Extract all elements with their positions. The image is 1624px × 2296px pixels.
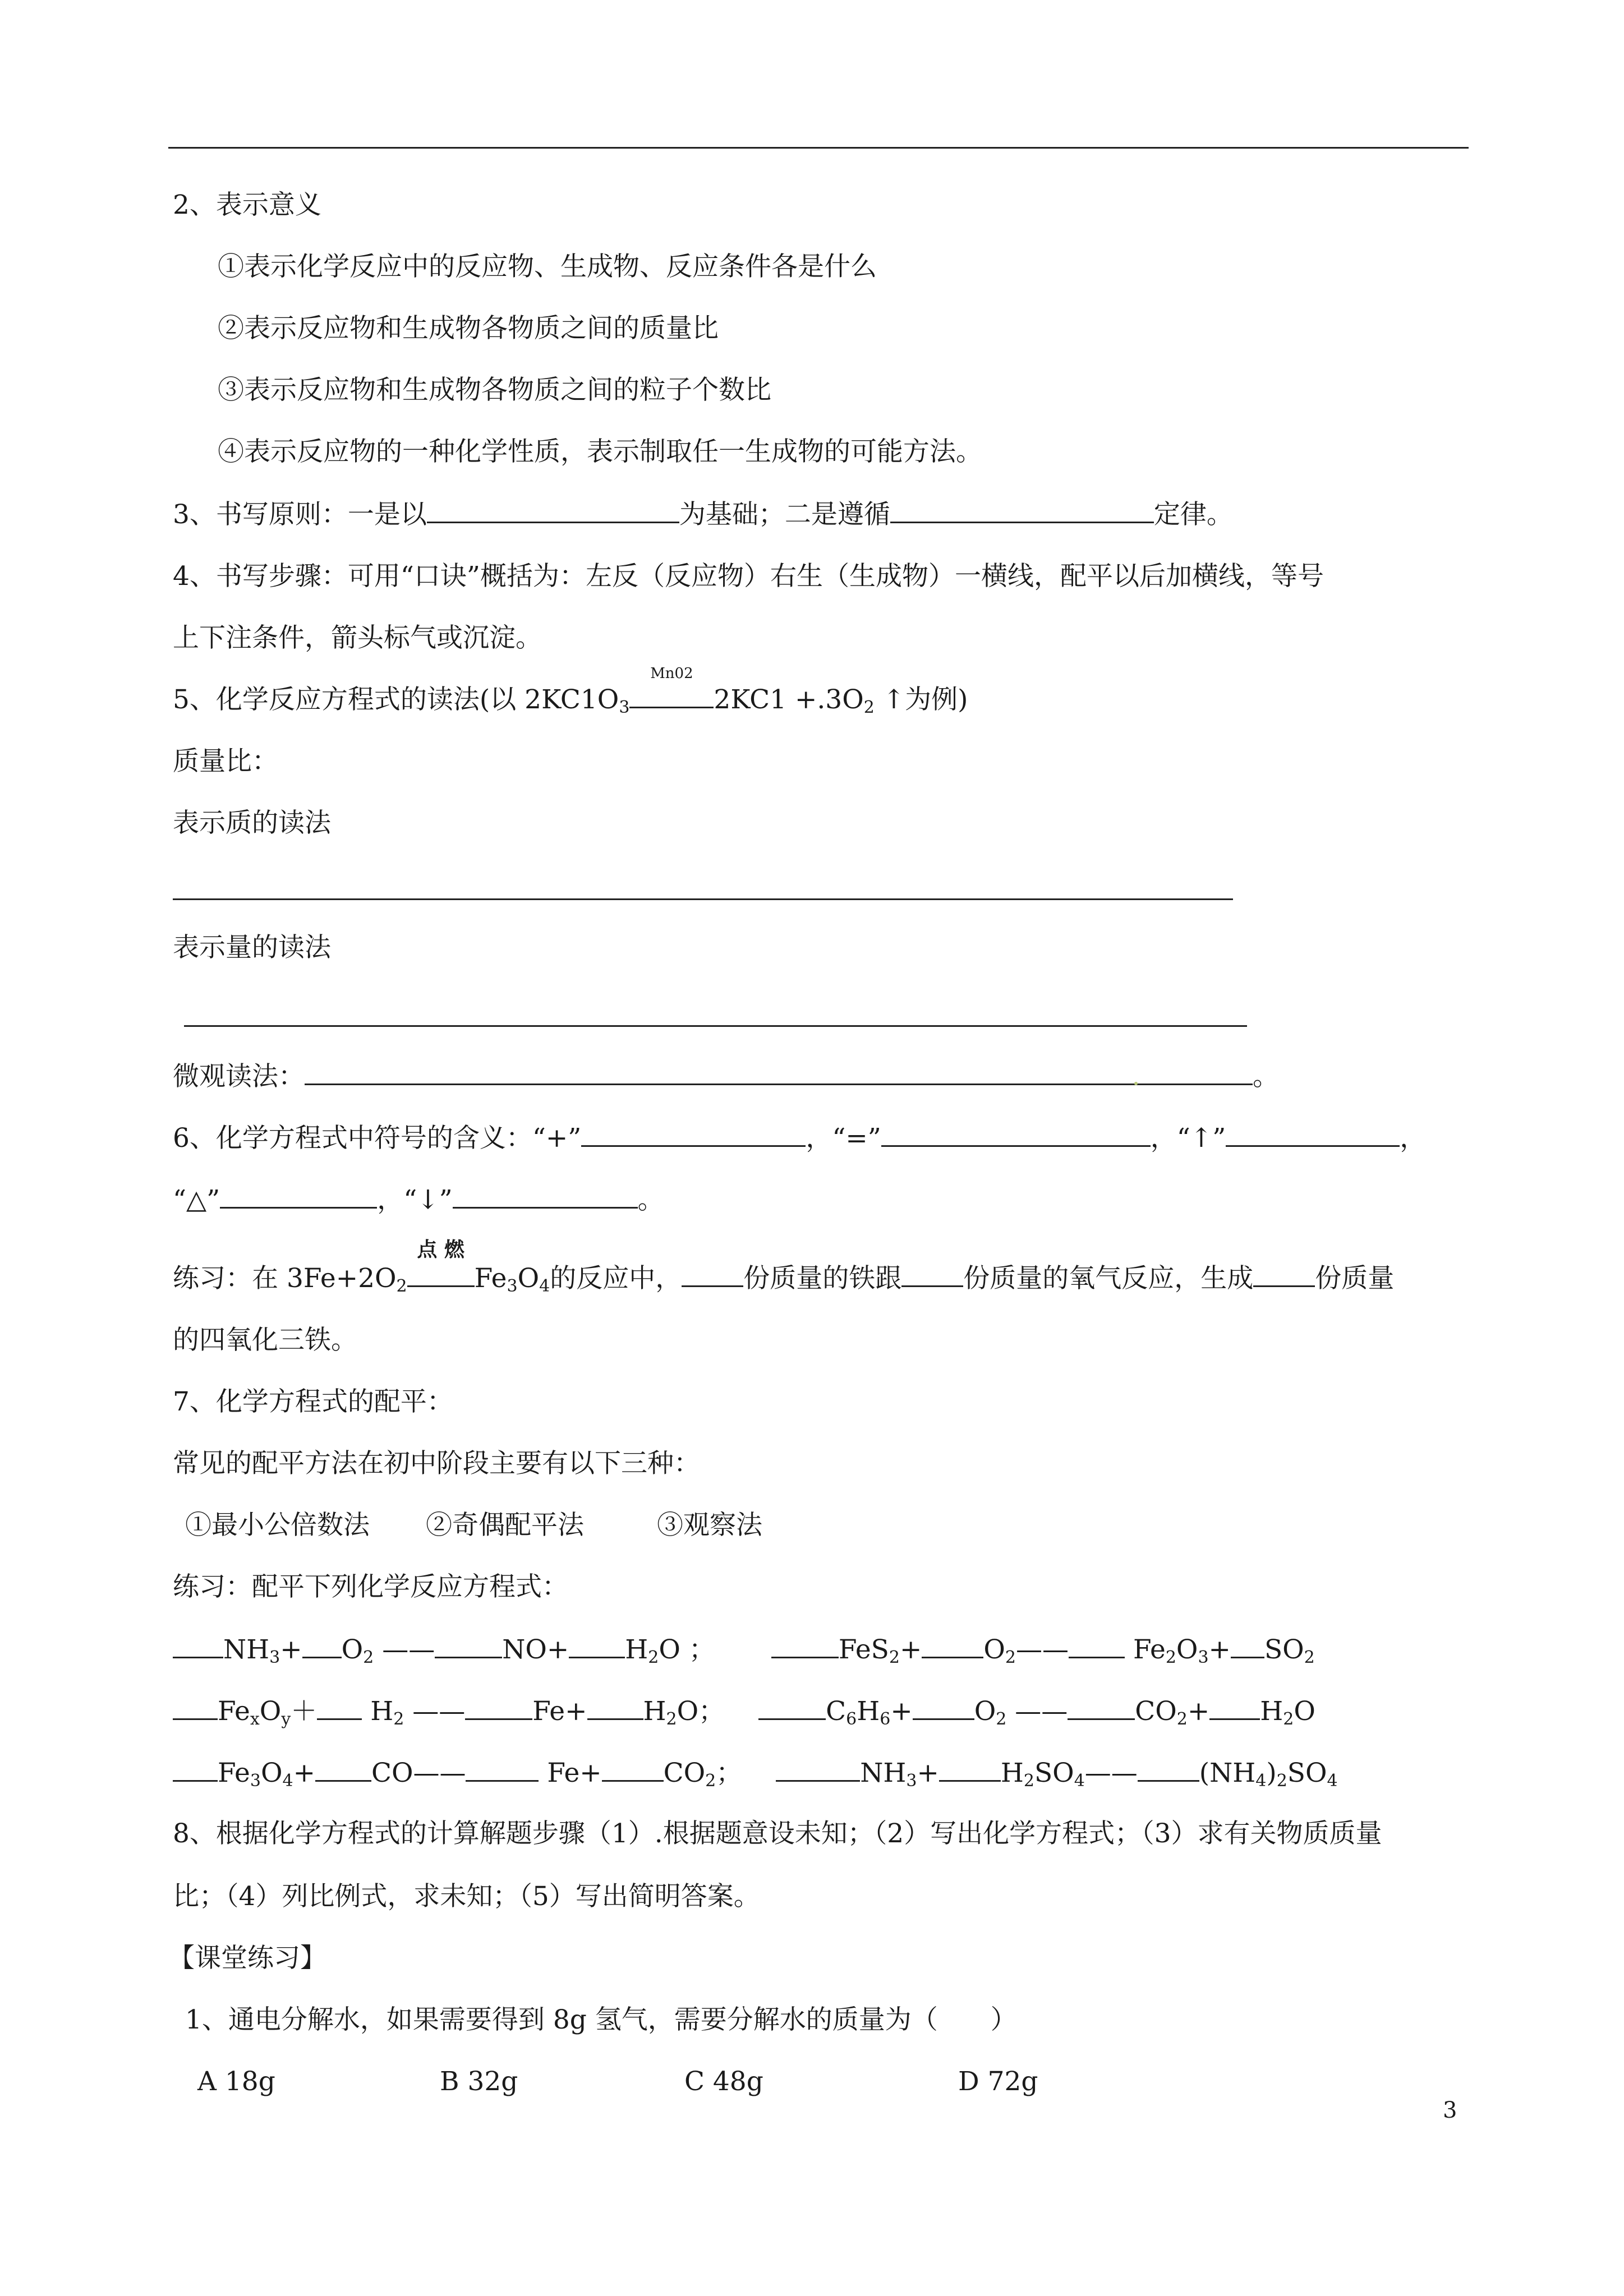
equation-row-1 <box>173 1632 1315 1667</box>
method-odd-even: ②奇偶配平法 <box>426 1510 584 1541</box>
blank-heat[interactable] <box>220 1182 377 1209</box>
blank-coef[interactable] <box>173 1755 218 1782</box>
balancing-intro: 常见的配平方法在初中阶段主要有以下三种： <box>173 1448 700 1479</box>
subscript: 6 <box>846 1709 857 1729</box>
formula-part: H <box>857 1696 880 1727</box>
equation-reactants: 练习：在 3Fe+2O <box>173 1263 397 1294</box>
formula-part: SO <box>1034 1758 1074 1788</box>
subscript: 2 <box>863 698 875 717</box>
option-a[interactable]: A 18g <box>197 2066 275 2097</box>
subscript: 2 <box>1304 1648 1315 1667</box>
blank-oxygen-mass[interactable] <box>901 1261 963 1287</box>
formula-part: NO+ <box>502 1634 569 1665</box>
blank-coef[interactable] <box>317 1694 362 1720</box>
blank-basis[interactable] <box>427 497 679 523</box>
option-d[interactable]: D 72g <box>958 2066 1038 2097</box>
section-8-line-1: 8、根据化学方程式的计算解题步骤（1）.根据题意设未知；（2）写出化学方程式；（3）求有关物质质量 <box>173 1818 1382 1849</box>
formula-part: NH <box>860 1758 907 1788</box>
blank-coef[interactable] <box>1209 1694 1260 1720</box>
period: 。 <box>1253 1061 1279 1092</box>
formula-part: CO—— <box>371 1758 466 1788</box>
formula-part: C <box>826 1696 846 1727</box>
equation-suffix: ↑为例) <box>874 684 968 715</box>
practice-question-1: 1、通电分解水，如果需要得到 8g 氢气，需要分解水的质量为（ ） <box>185 2004 1017 2035</box>
formula-part: H <box>1260 1696 1283 1727</box>
blank-coef[interactable] <box>173 1694 218 1720</box>
meaning-item-2: ②表示反应物和生成物各物质之间的质量比 <box>218 313 719 344</box>
formula-part: O <box>259 1696 282 1727</box>
section-4-line-1: 4、书写步骤：可用“口诀”概括为：左反（反应物）右生（生成物）一横线，配平以后加横线，等号 <box>173 561 1324 592</box>
blank-coef[interactable] <box>922 1632 983 1658</box>
subscript: 4 <box>282 1771 293 1791</box>
subscript: 2 <box>396 1276 407 1296</box>
blank-coef[interactable] <box>771 1632 839 1658</box>
page-number: 3 <box>1443 2097 1457 2123</box>
formula-part: Fe <box>218 1758 250 1788</box>
equation-prefix: 5、化学反应方程式的读法(以 2KC1O <box>173 684 619 715</box>
subscript: 2 <box>1005 1648 1016 1667</box>
principle-text-a: 3、书写原则：一是以 <box>173 499 427 530</box>
blank-micro-reading[interactable] <box>305 1059 1253 1085</box>
symbol-plus-text: 6、化学方程式中符号的含义：“+” <box>173 1123 582 1154</box>
mass-ratio-label: 质量比： <box>173 746 278 777</box>
subscript: 3 <box>507 1276 518 1296</box>
principle-text-c: 定律。 <box>1153 499 1233 530</box>
subscript: 4 <box>1327 1771 1338 1791</box>
blank-coef[interactable] <box>602 1755 664 1782</box>
meaning-item-4: ④表示反应物的一种化学性质，表示制取任一生成物的可能方法。 <box>218 436 982 467</box>
blank-coef[interactable] <box>939 1755 1001 1782</box>
product-o: O <box>517 1263 540 1294</box>
subscript: 3 <box>250 1771 261 1791</box>
formula-part: H <box>625 1634 648 1665</box>
subscript: 2 <box>889 1648 900 1667</box>
section-5-title <box>173 665 968 717</box>
blank-coef[interactable] <box>569 1632 625 1658</box>
formula-part: + <box>890 1696 913 1727</box>
exercise-text-g: 份质量 <box>1315 1263 1395 1294</box>
formula-part: NH <box>223 1634 270 1665</box>
ignition-arrow <box>407 1238 475 1295</box>
blank-coef[interactable] <box>435 1632 502 1658</box>
formula-part: H <box>643 1696 666 1727</box>
subscript: 4 <box>1255 1771 1267 1791</box>
practice-options <box>197 2065 1038 2099</box>
subscript: 2 <box>1165 1648 1176 1667</box>
blank-coef[interactable] <box>173 1632 223 1658</box>
exercise-text-d: 的反应中， <box>550 1263 682 1294</box>
comma: ， <box>1400 1123 1427 1154</box>
subscript: 2 <box>1276 1771 1287 1791</box>
subscript: 2 <box>996 1709 1007 1729</box>
formula-part: O <box>974 1696 996 1727</box>
equation-products: 2KC1 +.3O <box>714 684 864 715</box>
balancing-exercise-label: 练习：配平下列化学反应方程式： <box>173 1571 568 1602</box>
option-c[interactable]: C 48g <box>684 2066 763 2097</box>
subscript: 2 <box>1176 1709 1188 1729</box>
equation-row-2 <box>173 1694 1315 1728</box>
subscript: 2 <box>705 1771 716 1791</box>
formula-part: + <box>1208 1634 1231 1665</box>
blank-coef[interactable] <box>465 1694 532 1720</box>
blank-coef[interactable] <box>302 1632 342 1658</box>
exercise-text-f: 份质量的氧气反应，生成 <box>963 1263 1254 1294</box>
quality-reading-label: 表示质的读法 <box>173 808 331 838</box>
micro-reading-row <box>173 1059 1279 1094</box>
product-fe: Fe <box>474 1263 507 1294</box>
formula-part: (NH <box>1199 1758 1256 1788</box>
blank-coef[interactable] <box>1138 1755 1199 1782</box>
symbol-equals-text: ，“=” <box>806 1123 881 1154</box>
section-7-title: 7、化学方程式的配平： <box>173 1386 453 1417</box>
exercise-text-e: 份质量的铁跟 <box>743 1263 902 1294</box>
formula-part: FeS <box>838 1634 889 1665</box>
formula-part: ) <box>1266 1758 1277 1788</box>
formula-part: O <box>1294 1696 1315 1727</box>
section-4-line-2: 上下注条件，箭头标气或沉淀。 <box>173 623 542 653</box>
method-observation: ③观察法 <box>657 1510 762 1541</box>
blank-product-mass[interactable] <box>1253 1261 1315 1287</box>
formula-part: SO <box>1264 1634 1304 1665</box>
period: 。 <box>637 1184 664 1215</box>
section-6-line-1 <box>173 1121 1426 1155</box>
section-6-line-2 <box>173 1182 664 1217</box>
exercise-iron-line-2: 的四氧化三铁。 <box>173 1325 357 1356</box>
formula-part: H <box>1000 1758 1024 1788</box>
formula-part: Fe <box>1125 1634 1166 1665</box>
formula-part: —— <box>1006 1696 1068 1727</box>
formula-part: O <box>341 1634 364 1665</box>
blank-coef[interactable] <box>1231 1632 1264 1658</box>
quantity-reading-label: 表示量的读法 <box>173 932 331 963</box>
blank-coef[interactable] <box>913 1694 974 1720</box>
ignition-label: 点 燃 <box>417 1238 464 1261</box>
exercise-iron-line-1 <box>173 1238 1395 1296</box>
subscript: 2 <box>1283 1709 1294 1729</box>
blank-law[interactable] <box>890 497 1154 523</box>
subscript: 2 <box>666 1709 677 1729</box>
subscript: 3 <box>619 698 630 717</box>
formula-part: + <box>293 1758 315 1788</box>
meaning-item-3: ③表示反应物和生成物各物质之间的粒子个数比 <box>218 375 771 405</box>
balancing-methods <box>185 1509 762 1542</box>
formula-part: —— <box>404 1696 466 1727</box>
formula-part: —— <box>374 1634 435 1665</box>
micro-reading-label: 微观读法： <box>173 1061 305 1092</box>
option-b[interactable]: B 32g <box>440 2066 518 2097</box>
blank-plus[interactable] <box>581 1121 806 1147</box>
blank-coef[interactable] <box>758 1694 826 1720</box>
formula-part: + <box>1187 1696 1210 1727</box>
speck <box>1134 1082 1138 1085</box>
answer-line-quality[interactable] <box>173 898 1233 900</box>
formula-part: Fe+ <box>532 1696 587 1727</box>
meaning-item-1: ①表示化学反应中的反应物、生成物、反应条件各是什么 <box>218 251 877 282</box>
subscript: 6 <box>880 1709 891 1729</box>
blank-coef[interactable] <box>587 1694 643 1720</box>
formula-part: + <box>280 1634 302 1665</box>
blank-coef[interactable] <box>1069 1632 1125 1658</box>
subscript: 2 <box>1023 1771 1034 1791</box>
formula-part: O <box>260 1758 283 1788</box>
formula-part: Fe <box>218 1696 250 1727</box>
blank-coef[interactable] <box>1068 1694 1135 1720</box>
subscript: 2 <box>648 1648 659 1667</box>
formula-part: ； <box>716 1758 743 1788</box>
formula-part: H <box>362 1696 394 1727</box>
subscript: 2 <box>363 1648 374 1667</box>
formula-part: + <box>917 1758 939 1788</box>
section-8-line-2: 比；（4）列比例式，求未知；（5）写出简明答案。 <box>173 1881 760 1912</box>
section-3-principle <box>173 497 1233 532</box>
subscript: 3 <box>1198 1648 1209 1667</box>
formula-part: O <box>983 1634 1005 1665</box>
subscript: 4 <box>539 1276 550 1296</box>
formula-part: —— <box>1084 1758 1138 1788</box>
blank-equals[interactable] <box>881 1121 1151 1147</box>
method-lcm: ①最小公倍数法 <box>185 1510 370 1541</box>
formula-part: CO <box>1135 1696 1177 1727</box>
blank-coef[interactable] <box>315 1755 371 1782</box>
principle-text-b: 为基础；二是遵循 <box>679 499 890 530</box>
formula-part: ＋ <box>291 1696 318 1727</box>
formula-part: CO <box>663 1758 706 1788</box>
formula-part: Fe+ <box>539 1758 602 1788</box>
subscript: y <box>281 1709 291 1729</box>
equation-row-3 <box>173 1755 1338 1790</box>
blank-down-arrow[interactable] <box>453 1182 638 1209</box>
symbol-heat-text: “△” <box>173 1184 220 1215</box>
catalyst-label: Mn02 <box>650 665 693 682</box>
section-2-title: 2、表示意义 <box>173 190 321 220</box>
blank-up-arrow[interactable] <box>1226 1121 1400 1147</box>
answer-line-quantity[interactable] <box>184 1025 1247 1027</box>
blank-iron-mass[interactable] <box>682 1261 743 1287</box>
formula-part: O <box>1176 1634 1198 1665</box>
formula-part: SO <box>1287 1758 1327 1788</box>
practice-title: 【课堂练习】 <box>168 1943 326 1974</box>
subscript: 3 <box>906 1771 917 1791</box>
symbol-up-arrow-text: ，“↑” <box>1150 1123 1226 1154</box>
symbol-down-arrow-text: ，“↓” <box>377 1184 453 1215</box>
formula-part: —— <box>1016 1634 1069 1665</box>
subscript: 3 <box>269 1648 280 1667</box>
blank-coef[interactable] <box>776 1755 860 1782</box>
header-rule <box>168 147 1469 149</box>
blank-coef[interactable] <box>466 1755 539 1782</box>
subscript: 4 <box>1074 1771 1085 1791</box>
subscript: x <box>250 1709 260 1729</box>
formula-part: O； <box>677 1696 725 1727</box>
subscript: 2 <box>393 1709 404 1729</box>
formula-part: O ； <box>659 1634 715 1665</box>
formula-part: + <box>899 1634 922 1665</box>
reaction-arrow <box>629 665 714 717</box>
